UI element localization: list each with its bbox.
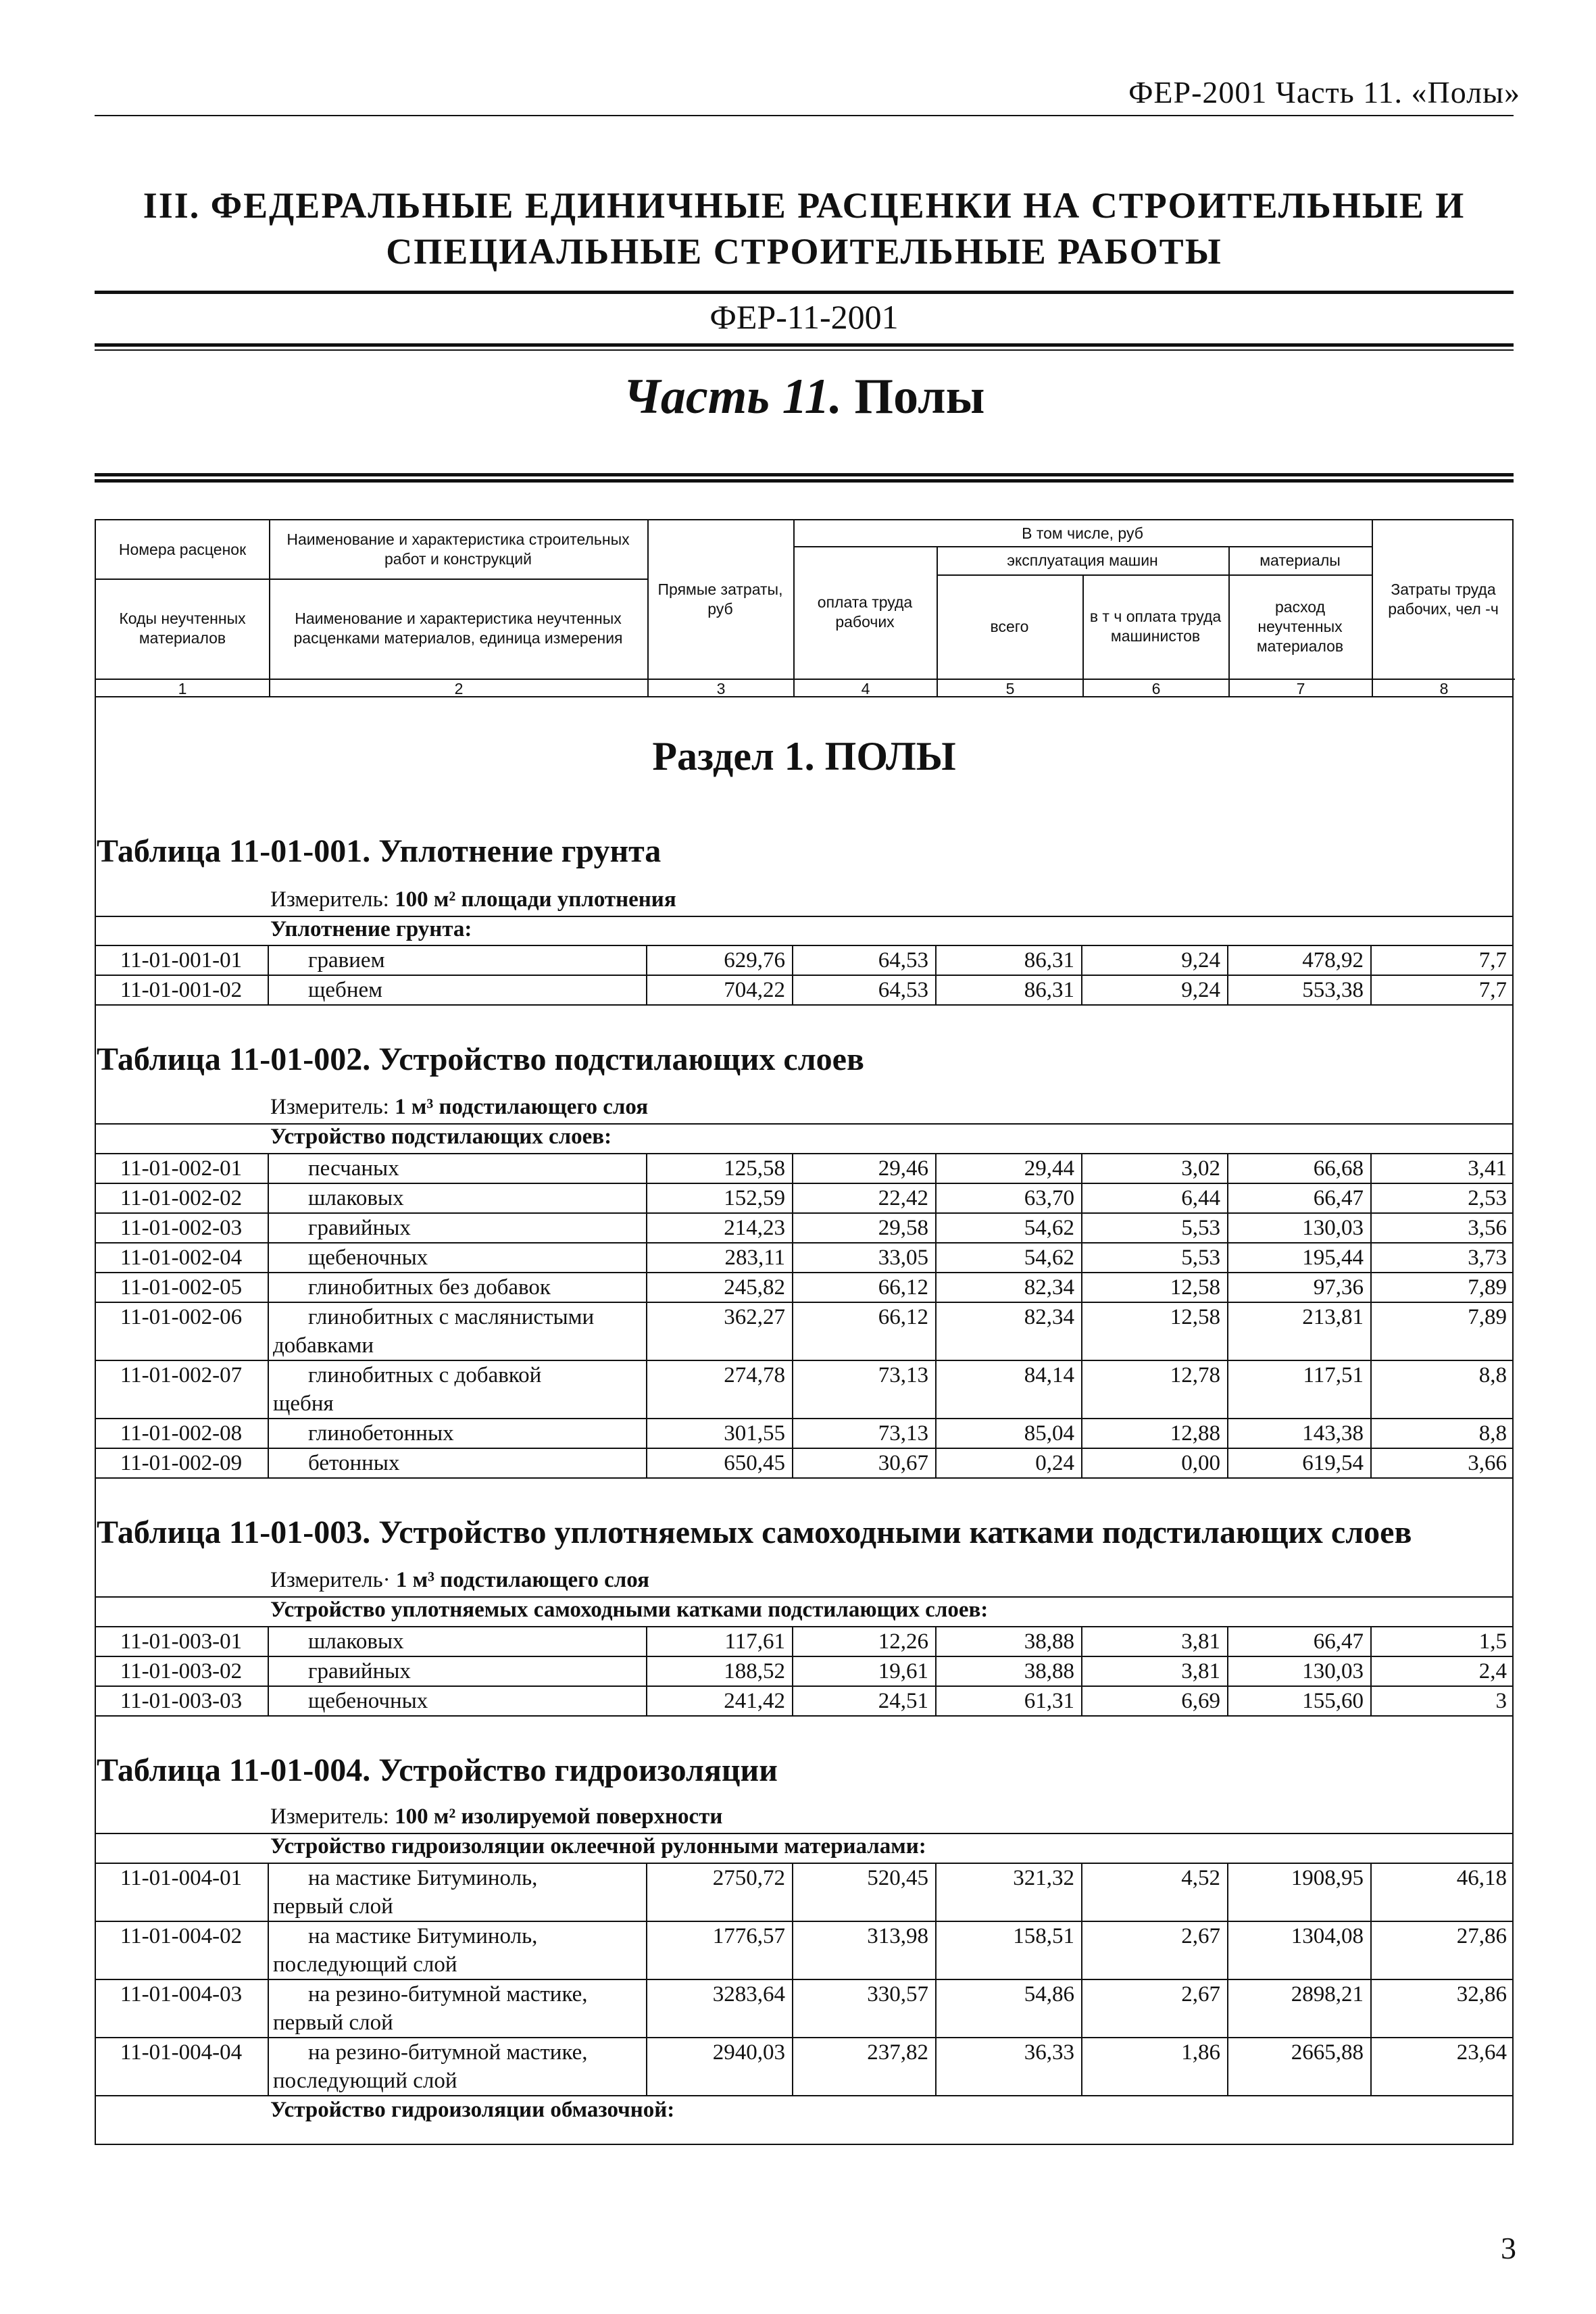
row-value: 3283,64 xyxy=(646,1980,792,2037)
row-value: 12,88 xyxy=(1081,1419,1227,1448)
row-value: 214,23 xyxy=(646,1214,792,1242)
row-name-line: на мастике Битуминоль, xyxy=(308,1866,538,1890)
row-name-line: на резино-битумной мастике, xyxy=(308,2040,588,2065)
row-name xyxy=(268,1864,646,1921)
row-code: 11-01-002-01 xyxy=(120,1156,243,1181)
row-value: 283,11 xyxy=(646,1244,792,1272)
row-value: 213,81 xyxy=(1227,1303,1370,1360)
header-divider xyxy=(647,520,649,696)
row-value: 7,7 xyxy=(1370,976,1514,1004)
header-material-name: Наименование и характеристика неучтенных расценками материалов, единица измерения xyxy=(293,610,623,647)
running-head: ФЕР-2001 Часть 11. «Полы» xyxy=(1128,75,1520,109)
row-value: 3,41 xyxy=(1370,1154,1514,1183)
row-code: 11-01-001-02 xyxy=(120,978,243,1002)
table-title: Таблица 11-01-004. Устройство гидроизоляции xyxy=(97,1752,778,1788)
row-value: 650,45 xyxy=(646,1449,792,1477)
measure-unit: 1 м³ подстилающего слоя xyxy=(395,1095,649,1119)
row-value: 66,47 xyxy=(1227,1184,1370,1212)
row-value: 36,33 xyxy=(935,2038,1081,2095)
row-value: 195,44 xyxy=(1227,1244,1370,1272)
row-value: 245,82 xyxy=(646,1273,792,1302)
row-value: 85,04 xyxy=(935,1419,1081,1448)
row-value: 1908,95 xyxy=(1227,1864,1370,1921)
row-value: 158,51 xyxy=(935,1922,1081,1979)
row-value: 3,73 xyxy=(1370,1244,1514,1272)
table-measure xyxy=(270,1804,722,1829)
row-value: 27,86 xyxy=(1370,1922,1514,1979)
rule xyxy=(95,2095,1514,2096)
row-name-line: первый слой xyxy=(273,1894,393,1919)
col-number: 8 xyxy=(1439,679,1449,697)
section-title: Раздел 1. ПОЛЫ xyxy=(652,734,956,779)
col-number: 4 xyxy=(861,679,870,697)
row-value: 9,24 xyxy=(1081,946,1227,975)
row-value: 64,53 xyxy=(792,976,935,1004)
table-row xyxy=(95,1273,1514,1302)
header-divider xyxy=(1082,574,1084,696)
row-value: 29,58 xyxy=(792,1214,935,1242)
row-code: 11-01-002-08 xyxy=(120,1421,243,1446)
part-rule-1 xyxy=(95,473,1514,476)
row-value: 188,52 xyxy=(646,1657,792,1685)
row-code: 11-01-002-09 xyxy=(120,1451,243,1475)
row-name-line: щебня xyxy=(273,1392,334,1416)
header-labor: Затраты труда рабочих, чел -ч xyxy=(1388,581,1499,618)
row-name-line: последующий слой xyxy=(273,1952,457,1977)
row-value: 3 xyxy=(1370,1687,1514,1715)
page-number: 3 xyxy=(1501,2231,1516,2265)
row-code: 11-01-002-07 xyxy=(120,1363,243,1387)
row-value: 32,86 xyxy=(1370,1980,1514,2037)
row-value: 63,70 xyxy=(935,1184,1081,1212)
row-value: 66,12 xyxy=(792,1273,935,1302)
row-value: 0,24 xyxy=(935,1449,1081,1477)
header-divider xyxy=(1372,520,1373,696)
row-name-line: на мастике Битуминоль, xyxy=(308,1924,538,1948)
row-value: 3,02 xyxy=(1081,1154,1227,1183)
row-value: 66,68 xyxy=(1227,1154,1370,1183)
col-number: 7 xyxy=(1296,679,1305,697)
row-value: 82,34 xyxy=(935,1273,1081,1302)
row-value: 130,03 xyxy=(1227,1657,1370,1685)
row-value: 117,61 xyxy=(646,1627,792,1656)
header-divider xyxy=(1228,546,1230,696)
col-number: 3 xyxy=(716,679,726,697)
header-divider xyxy=(937,546,938,696)
row-value: 619,54 xyxy=(1227,1449,1370,1477)
subheading: Устройство уплотняемых самоходными катками подстилающих слоев: xyxy=(270,1598,989,1622)
row-value: 152,59 xyxy=(646,1184,792,1212)
row-value: 1,86 xyxy=(1081,2038,1227,2095)
row-value: 19,61 xyxy=(792,1657,935,1685)
row-value: 84,14 xyxy=(935,1361,1081,1418)
row-name xyxy=(268,2038,646,2095)
row-value: 73,13 xyxy=(792,1361,935,1418)
row-code: 11-01-001-01 xyxy=(120,948,243,973)
row-value: 1776,57 xyxy=(646,1922,792,1979)
subheading: Уплотнение грунта: xyxy=(270,917,472,941)
part-rule-2 xyxy=(95,479,1514,483)
row-name: щебнем xyxy=(268,976,646,1004)
row-value: 12,58 xyxy=(1081,1273,1227,1302)
row-code: 11-01-002-05 xyxy=(120,1275,243,1300)
measure-unit: 100 м² площади уплотнения xyxy=(395,887,676,912)
table-row xyxy=(95,1361,1514,1418)
title-rule-bottom-thin xyxy=(95,349,1514,351)
table-title: Таблица 11-01-003. Устройство уплотняемых самоходными катками подстилающих слоев xyxy=(97,1515,1412,1550)
table-row xyxy=(95,2038,1514,2095)
row-value: 8,8 xyxy=(1370,1361,1514,1418)
row-value: 3,81 xyxy=(1081,1657,1227,1685)
col-number: 1 xyxy=(178,679,187,697)
row-value: 66,12 xyxy=(792,1303,935,1360)
row-code: 11-01-002-02 xyxy=(120,1186,243,1210)
row-name-line: последующий слой xyxy=(273,2069,457,2093)
measure-prefix: Измеритель: xyxy=(270,1804,389,1829)
col-number: 5 xyxy=(1005,679,1015,697)
row-name xyxy=(268,1922,646,1979)
row-name: глинобетонных xyxy=(268,1419,646,1448)
table-row xyxy=(95,1864,1514,1921)
row-value: 12,58 xyxy=(1081,1303,1227,1360)
row-value: 5,53 xyxy=(1081,1214,1227,1242)
measure-prefix: Измеритель· xyxy=(270,1568,391,1592)
row-name: щебеночных xyxy=(268,1687,646,1715)
row-value: 2898,21 xyxy=(1227,1980,1370,2037)
subheading: Устройство гидроизоляции оклеечной рулонными материалами: xyxy=(270,1834,926,1858)
row-value: 66,47 xyxy=(1227,1627,1370,1656)
table-title: Таблица 11-01-002. Устройство подстилающих слоев xyxy=(97,1041,864,1077)
row-value: 2750,72 xyxy=(646,1864,792,1921)
row-code: 11-01-002-03 xyxy=(120,1216,243,1240)
row-value: 4,52 xyxy=(1081,1864,1227,1921)
row-value: 117,51 xyxy=(1227,1361,1370,1418)
header-work-name: Наименование и характеристика строительных работ и конструкций xyxy=(286,531,630,568)
table-row xyxy=(95,1244,1514,1272)
rule xyxy=(95,1715,1514,1717)
part-title-number: Часть 11. xyxy=(623,369,843,424)
rule xyxy=(95,1477,1514,1479)
row-code: 11-01-003-02 xyxy=(120,1659,243,1683)
row-value: 241,42 xyxy=(646,1687,792,1715)
row-value: 143,38 xyxy=(1227,1419,1370,1448)
row-name-line: добавками xyxy=(273,1333,374,1358)
col-number: 6 xyxy=(1151,679,1161,697)
row-value: 86,31 xyxy=(935,946,1081,975)
header-machines-total: всего xyxy=(990,617,1029,635)
subheading: Устройство подстилающих слоев: xyxy=(270,1125,612,1149)
table-row xyxy=(95,1419,1514,1448)
main-title xyxy=(95,182,1514,274)
row-name: гравийных xyxy=(268,1657,646,1685)
table-row xyxy=(95,1980,1514,2037)
measure-unit: 100 м² изолируемой поверхности xyxy=(395,1804,723,1829)
table-row xyxy=(95,1922,1514,1979)
row-name-line: на резино-битумной мастике, xyxy=(308,1982,588,2007)
row-value: 237,82 xyxy=(792,2038,935,2095)
header-divider xyxy=(269,520,270,696)
row-value: 7,7 xyxy=(1370,946,1514,975)
row-value: 8,8 xyxy=(1370,1419,1514,1448)
row-value: 125,58 xyxy=(646,1154,792,1183)
row-value: 3,56 xyxy=(1370,1214,1514,1242)
part-title-name: Полы xyxy=(854,369,985,424)
row-code: 11-01-004-03 xyxy=(120,1982,243,2007)
row-value: 7,89 xyxy=(1370,1303,1514,1360)
row-code: 11-01-004-02 xyxy=(120,1924,243,1948)
table-header xyxy=(95,519,1514,697)
table-measure xyxy=(270,1095,648,1120)
row-name: гравием xyxy=(268,946,646,975)
row-value: 9,24 xyxy=(1081,976,1227,1004)
measure-prefix: Измеритель: xyxy=(270,1095,389,1119)
row-code: 11-01-002-06 xyxy=(120,1305,243,1329)
row-value: 54,86 xyxy=(935,1980,1081,2037)
row-name: щебеночных xyxy=(268,1244,646,1272)
row-name-line: глинобитных с маслянистыми xyxy=(308,1305,595,1329)
row-value: 86,31 xyxy=(935,976,1081,1004)
header-materials-consumption: расход неучтенных материалов xyxy=(1256,597,1344,655)
row-value: 130,03 xyxy=(1227,1214,1370,1242)
head-rule xyxy=(95,115,1514,116)
code-title: ФЕР-11-2001 xyxy=(709,298,899,336)
row-name-line: первый слой xyxy=(273,2011,393,2035)
row-value: 478,92 xyxy=(1227,946,1370,975)
subheading: Устройство гидроизоляции обмазочной: xyxy=(270,2098,675,2122)
row-name: шлаковых xyxy=(268,1627,646,1656)
row-value: 3,66 xyxy=(1370,1449,1514,1477)
measure-prefix: Измеритель: xyxy=(270,887,389,912)
row-value: 73,13 xyxy=(792,1419,935,1448)
table-row xyxy=(95,1303,1514,1360)
row-value: 330,57 xyxy=(792,1980,935,2037)
row-value: 1,5 xyxy=(1370,1627,1514,1656)
row-value: 2,67 xyxy=(1081,1922,1227,1979)
row-value: 2940,03 xyxy=(646,2038,792,2095)
header-direct-costs: Прямые затраты, руб xyxy=(657,581,783,618)
table-measure xyxy=(270,1568,649,1593)
main-title-line-2: СПЕЦИАЛЬНЫЕ СТРОИТЕЛЬНЫЕ РАБОТЫ xyxy=(386,231,1222,272)
header-machines: эксплуатация машин xyxy=(1007,551,1158,569)
row-value: 553,38 xyxy=(1227,976,1370,1004)
row-value: 313,98 xyxy=(792,1922,935,1979)
title-rule-bottom xyxy=(95,343,1514,347)
row-value: 12,78 xyxy=(1081,1361,1227,1418)
row-code: 11-01-004-04 xyxy=(120,2040,243,2065)
table-row xyxy=(95,1687,1514,1715)
table-row xyxy=(95,1154,1514,1183)
row-value: 29,46 xyxy=(792,1154,935,1183)
row-code: 11-01-002-04 xyxy=(120,1246,243,1270)
part-title xyxy=(95,368,1514,426)
row-value: 2665,88 xyxy=(1227,2038,1370,2095)
row-value: 6,44 xyxy=(1081,1184,1227,1212)
table-row xyxy=(95,976,1514,1004)
row-value: 12,26 xyxy=(792,1627,935,1656)
row-value: 704,22 xyxy=(646,976,792,1004)
row-value: 82,34 xyxy=(935,1303,1081,1360)
row-value: 97,36 xyxy=(1227,1273,1370,1302)
row-value: 2,53 xyxy=(1370,1184,1514,1212)
row-value: 1304,08 xyxy=(1227,1922,1370,1979)
row-name: гравийных xyxy=(268,1214,646,1242)
table-row xyxy=(95,1627,1514,1656)
row-value: 38,88 xyxy=(935,1627,1081,1656)
row-name-line: глинобитных с добавкой xyxy=(308,1363,542,1387)
row-value: 155,60 xyxy=(1227,1687,1370,1715)
row-value: 520,45 xyxy=(792,1864,935,1921)
header-rates-numbers: Номера расценок xyxy=(118,540,247,558)
row-name xyxy=(268,1980,646,2037)
row-value: 29,44 xyxy=(935,1154,1081,1183)
table-row xyxy=(95,1184,1514,1212)
row-value: 629,76 xyxy=(646,946,792,975)
rule xyxy=(95,1004,1514,1006)
col-number: 2 xyxy=(454,679,464,697)
table-title: Таблица 11-01-001. Уплотнение грунта xyxy=(97,833,662,869)
header-machinists-pay: в т ч оплата труда машинистов xyxy=(1089,608,1222,645)
row-value: 7,89 xyxy=(1370,1273,1514,1302)
row-value: 2,67 xyxy=(1081,1980,1227,2037)
row-value: 0,00 xyxy=(1081,1449,1227,1477)
row-value: 23,64 xyxy=(1370,2038,1514,2095)
row-name: шлаковых xyxy=(268,1184,646,1212)
title-rule-top xyxy=(95,291,1514,294)
table-row xyxy=(95,1214,1514,1242)
header-materials: материалы xyxy=(1260,551,1341,569)
row-code: 11-01-003-01 xyxy=(120,1629,243,1654)
header-including: В том числе, руб xyxy=(1022,524,1143,542)
row-value: 2,4 xyxy=(1370,1657,1514,1685)
row-value: 321,32 xyxy=(935,1864,1081,1921)
table-row xyxy=(95,946,1514,975)
row-name: бетонных xyxy=(268,1449,646,1477)
row-value: 46,18 xyxy=(1370,1864,1514,1921)
table-row xyxy=(95,1449,1514,1477)
row-name: глинобитных без добавок xyxy=(268,1273,646,1302)
row-value: 30,67 xyxy=(792,1449,935,1477)
row-name xyxy=(268,1303,646,1360)
row-value: 22,42 xyxy=(792,1184,935,1212)
row-value: 33,05 xyxy=(792,1244,935,1272)
row-value: 301,55 xyxy=(646,1419,792,1448)
table-row xyxy=(95,1657,1514,1685)
row-value: 5,53 xyxy=(1081,1244,1227,1272)
row-value: 38,88 xyxy=(935,1657,1081,1685)
header-workers-pay: оплата труда рабочих xyxy=(817,593,913,631)
row-value: 6,69 xyxy=(1081,1687,1227,1715)
row-code: 11-01-004-01 xyxy=(120,1866,243,1890)
row-code: 11-01-003-03 xyxy=(120,1689,243,1713)
table-measure xyxy=(270,887,676,912)
row-name: песчаных xyxy=(268,1154,646,1183)
row-name xyxy=(268,1361,646,1418)
header-material-codes: Коды неучтенных материалов xyxy=(119,610,246,647)
row-value: 61,31 xyxy=(935,1687,1081,1715)
main-title-line-1: III. ФЕДЕРАЛЬНЫЕ ЕДИНИЧНЫЕ РАСЦЕНКИ НА СТРОИТЕЛЬНЫЕ И xyxy=(143,185,1466,226)
row-value: 274,78 xyxy=(646,1361,792,1418)
measure-unit: 1 м³ подстилающего слоя xyxy=(395,1568,649,1592)
row-value: 24,51 xyxy=(792,1687,935,1715)
row-value: 54,62 xyxy=(935,1244,1081,1272)
row-value: 3,81 xyxy=(1081,1627,1227,1656)
row-value: 64,53 xyxy=(792,946,935,975)
row-value: 362,27 xyxy=(646,1303,792,1360)
row-value: 54,62 xyxy=(935,1214,1081,1242)
